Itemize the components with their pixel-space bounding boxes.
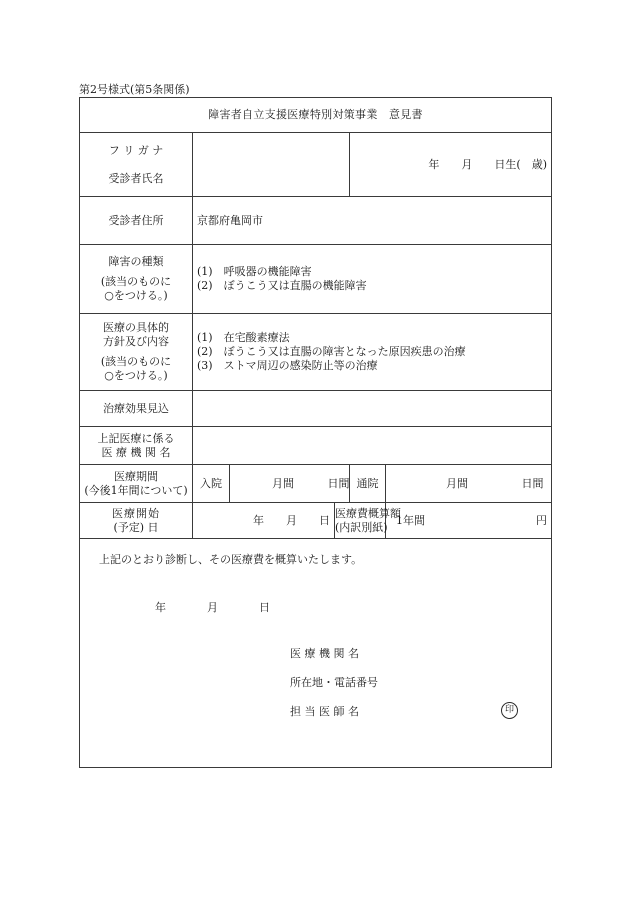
start-label-cell (80, 503, 193, 539)
period-label-cell (80, 465, 193, 503)
disability-note-line-1: (該当のものに (100, 275, 172, 288)
furigana-label: フ リ ガ ナ (108, 143, 164, 157)
signature-date-day: 日 (259, 601, 270, 614)
cost-label-line-1: 医療費概算額 (335, 506, 401, 520)
seal-mark-icon: 印 (501, 702, 518, 719)
treatment-options-cell (193, 314, 552, 391)
treatment-label-line-1: 医療の具体的 (103, 321, 169, 334)
disability-label: 障害の種類 (108, 255, 164, 268)
start-date-text: 年 月 日 (253, 513, 330, 527)
signature-doctor-label: 担 当 医 師 名 (290, 705, 359, 718)
form-title: 障害者自立支援医療特別対策事業 意見書 (80, 98, 552, 133)
treatment-option-cause-disease[interactable]: (2) ぼうこう又は直腸の障害となった原因疾患の治療 (197, 345, 466, 358)
opinion-form (79, 97, 552, 768)
institution-label-line-1: 上記医療に係る (97, 431, 175, 445)
treatment-option-stoma-infection[interactable]: (3) ストマ周辺の感染防止等の治療 (197, 359, 378, 372)
inpatient-period-field[interactable] (230, 465, 350, 503)
disability-options-cell (193, 245, 552, 314)
address-label: 受診者住所 (80, 197, 193, 245)
patient-name-field[interactable] (193, 133, 350, 197)
outpatient-label: 通院 (350, 465, 386, 503)
disability-option-bladder-rectum[interactable]: (2) ぼうこう又は直腸の機能障害 (197, 279, 367, 292)
disability-label-cell (80, 245, 193, 314)
treatment-note-line-2: ○をつける。) (104, 369, 168, 382)
period-label-line-2: (今後1年間について) (84, 483, 188, 497)
institution-field[interactable] (193, 427, 552, 465)
form-number: 第2号様式(第5条関係) (79, 83, 190, 96)
treatment-label-cell (80, 314, 193, 391)
cost-label-line-2: (内訳別紙) (335, 520, 388, 534)
inpatient-label: 入院 (193, 465, 230, 503)
birthdate-text: 年 月 日生( 歳) (428, 157, 548, 171)
outpatient-period-field[interactable] (386, 465, 552, 503)
inpatient-days-label: 日間 (327, 476, 350, 490)
address-field[interactable] (193, 197, 552, 245)
signature-date[interactable] (155, 601, 270, 615)
address-value: 京都府亀岡市 (197, 213, 263, 227)
signature-date-month: 月 (207, 601, 218, 614)
name-label-cell (80, 133, 193, 197)
outpatient-days-label: 日間 (521, 476, 544, 490)
institution-label-line-2: 医 療 機 関 名 (101, 445, 171, 459)
start-label-line-1: 医療開始 (112, 506, 160, 520)
cost-unit: 円 (536, 513, 548, 527)
outpatient-months-label: 月間 (446, 476, 468, 490)
signature-institution-label: 医 療 機 関 名 (290, 647, 359, 660)
cost-amount-field[interactable] (386, 503, 552, 539)
start-label-line-2: (予定) 日 (113, 520, 159, 534)
disability-option-respiratory[interactable]: (1) 呼吸器の機能障害 (197, 265, 312, 278)
signature-section (80, 539, 552, 768)
signature-date-year: 年 (155, 601, 166, 614)
cost-year-label: 1年間 (396, 513, 425, 527)
treatment-label-line-2: 方針及び内容 (103, 335, 169, 348)
institution-label-cell (80, 427, 193, 465)
inpatient-months-label: 月間 (272, 476, 294, 490)
effect-label: 治療効果見込 (80, 391, 193, 427)
diagnosis-statement: 上記のとおり診断し、その医療費を概算いたします。 (99, 553, 363, 566)
cost-label-cell (335, 503, 401, 539)
disability-note-line-2: ○をつける。) (104, 289, 168, 302)
start-date-field[interactable] (193, 503, 335, 539)
effect-field[interactable] (193, 391, 552, 427)
birthdate-field[interactable] (350, 133, 552, 197)
treatment-note-line-1: (該当のものに (100, 355, 172, 368)
treatment-option-home-oxygen[interactable]: (1) 在宅酸素療法 (197, 331, 290, 344)
patient-name-label: 受診者氏名 (108, 171, 164, 185)
period-label-line-1: 医療期間 (114, 469, 158, 483)
signature-address-phone-label: 所在地・電話番号 (290, 676, 378, 689)
